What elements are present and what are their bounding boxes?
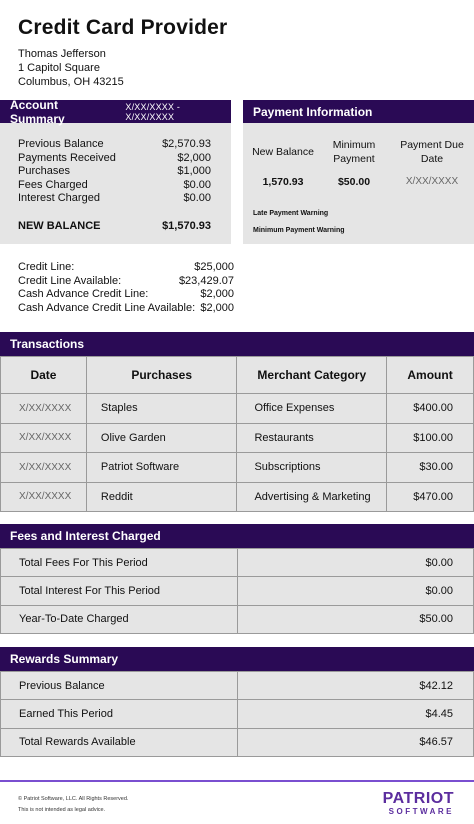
transactions-table [0, 356, 474, 512]
reward-value: $42.12 [237, 672, 474, 700]
customer-city: Columbus, OH 43215 [18, 76, 124, 88]
payment-due-label-1: Payment Due [400, 139, 464, 151]
reward-label: Previous Balance [1, 672, 238, 700]
fees-interest-table [0, 548, 474, 634]
table-row [1, 453, 474, 483]
patriot-logo [383, 790, 454, 816]
copyright-text: © Patriot Software, LLC. All Rights Reserved. [18, 796, 129, 802]
tx-category: Advertising & Marketing [237, 482, 387, 512]
table-row [1, 672, 474, 700]
minimum-payment-label-1: Minimum [332, 139, 376, 151]
col-header-merchant-category: Merchant Category [237, 357, 387, 394]
account-summary-panel [0, 97, 231, 244]
tx-category: Office Expenses [237, 394, 387, 424]
reward-value: $4.45 [237, 700, 474, 728]
credit-line-label: Cash Advance Credit Line Available: [18, 301, 196, 314]
summary-label: Purchases [18, 165, 70, 178]
table-row [1, 482, 474, 512]
table-row [1, 700, 474, 728]
fee-label: Total Fees For This Period [1, 549, 238, 577]
tx-amount: $470.00 [387, 482, 474, 512]
account-summary-header [0, 97, 231, 126]
fee-value: $0.00 [237, 577, 474, 605]
tx-amount: $400.00 [387, 394, 474, 424]
payment-due-label-2: Date [420, 153, 444, 165]
payment-info-header [243, 100, 474, 123]
minimum-payment-value: $50.00 [337, 176, 371, 188]
fee-label: Year-To-Date Charged [1, 605, 238, 633]
table-row [1, 423, 474, 453]
rewards-header [0, 647, 474, 671]
provider-header [18, 16, 227, 89]
new-balance-value: $1,570.93 [162, 219, 211, 232]
payment-info-panel [243, 100, 474, 244]
credit-lines [18, 261, 234, 315]
payment-info-body [243, 123, 474, 244]
credit-line-label: Cash Advance Credit Line: [18, 288, 149, 301]
table-row [1, 394, 474, 424]
account-summary-body [0, 123, 231, 244]
reward-label: Total Rewards Available [1, 728, 238, 756]
table-row [1, 549, 474, 577]
tx-amount: $30.00 [387, 453, 474, 483]
summary-value: $2,570.93 [162, 138, 211, 150]
summary-label: Interest Charged [18, 192, 100, 205]
credit-line-row [18, 302, 234, 316]
summary-row [18, 192, 211, 206]
page-footer [0, 780, 474, 824]
tx-date: X/XX/XXXX [1, 482, 87, 512]
tx-category: Subscriptions [237, 453, 387, 483]
customer-address [18, 47, 227, 89]
summary-value: $1,000 [177, 165, 211, 178]
fee-label: Total Interest For This Period [1, 577, 238, 605]
credit-line-value: $25,000 [194, 261, 234, 273]
summary-row [18, 138, 211, 152]
footer-text [18, 794, 128, 816]
col-header-purchases: Purchases [86, 357, 237, 394]
fees-interest-title: Fees and Interest Charged [10, 529, 161, 543]
summary-row [18, 165, 211, 179]
minimum-payment-col-label [319, 138, 389, 166]
col-header-amount: Amount [387, 357, 474, 394]
rewards-table [0, 671, 474, 757]
page-title: Credit Card Provider [18, 16, 228, 39]
customer-name: Thomas Jefferson [18, 48, 106, 60]
summary-label: Payments Received [18, 151, 116, 164]
summary-row [18, 152, 211, 166]
fee-value: $50.00 [237, 605, 474, 633]
tx-purchase: Reddit [86, 482, 237, 512]
minimum-payment-label-2: Payment [333, 153, 375, 165]
credit-line-value: $2,000 [200, 301, 234, 314]
table-row [1, 605, 474, 633]
summary-value: $0.00 [183, 192, 211, 205]
transactions-header-row [1, 357, 474, 394]
reward-value: $46.57 [237, 728, 474, 756]
summary-label: Fees Charged [18, 178, 88, 191]
transactions-title: Transactions [10, 337, 85, 351]
summary-label: Previous Balance [18, 138, 104, 150]
credit-line-value: $23,429.07 [178, 274, 234, 287]
tx-category: Restaurants [237, 423, 387, 453]
tx-date: X/XX/XXXX [1, 394, 87, 424]
new-balance-col-label: New Balance [252, 146, 314, 158]
transactions-header [0, 332, 474, 356]
summary-row [18, 179, 211, 193]
fee-value: $0.00 [237, 549, 474, 577]
summary-value: $0.00 [183, 178, 211, 191]
credit-line-value: $2,000 [200, 288, 234, 301]
col-header-date: Date [1, 357, 87, 394]
new-balance-row [18, 220, 211, 234]
payment-due-value: X/XX/XXXX [405, 176, 459, 187]
tx-purchase: Olive Garden [86, 423, 237, 453]
table-row [1, 577, 474, 605]
credit-line-label: Credit Line Available: [18, 274, 122, 287]
minimum-payment-warning: Minimum Payment Warning [253, 227, 345, 234]
credit-line-row [18, 288, 234, 302]
tx-amount: $100.00 [387, 423, 474, 453]
new-balance-value: 1,570.93 [262, 176, 304, 188]
tx-date: X/XX/XXXX [1, 423, 87, 453]
summary-value: $2,000 [177, 151, 211, 164]
account-summary-range: X/XX/XXXX - X/XX/XXXX [125, 101, 181, 122]
disclaimer-text: This is not intended as legal advice. [18, 807, 106, 813]
fees-interest-header [0, 524, 474, 548]
account-summary-title: Account Summary [10, 97, 65, 126]
customer-street: 1 Capitol Square [18, 62, 100, 74]
table-row [1, 728, 474, 756]
late-payment-warning: Late Payment Warning [253, 210, 329, 217]
credit-line-row [18, 261, 234, 275]
reward-label: Earned This Period [1, 700, 238, 728]
new-balance-label: NEW BALANCE [18, 219, 101, 232]
credit-line-label: Credit Line: [18, 261, 75, 273]
payment-due-col-label [393, 138, 471, 166]
logo-line1: PATRIOT [382, 790, 454, 807]
credit-line-row [18, 275, 234, 289]
tx-purchase: Patriot Software [86, 453, 237, 483]
logo-line2: SOFTWARE [388, 807, 454, 816]
rewards-title: Rewards Summary [10, 652, 119, 666]
payment-info-title: Payment Information [253, 104, 373, 119]
tx-purchase: Staples [86, 394, 237, 424]
tx-date: X/XX/XXXX [1, 453, 87, 483]
